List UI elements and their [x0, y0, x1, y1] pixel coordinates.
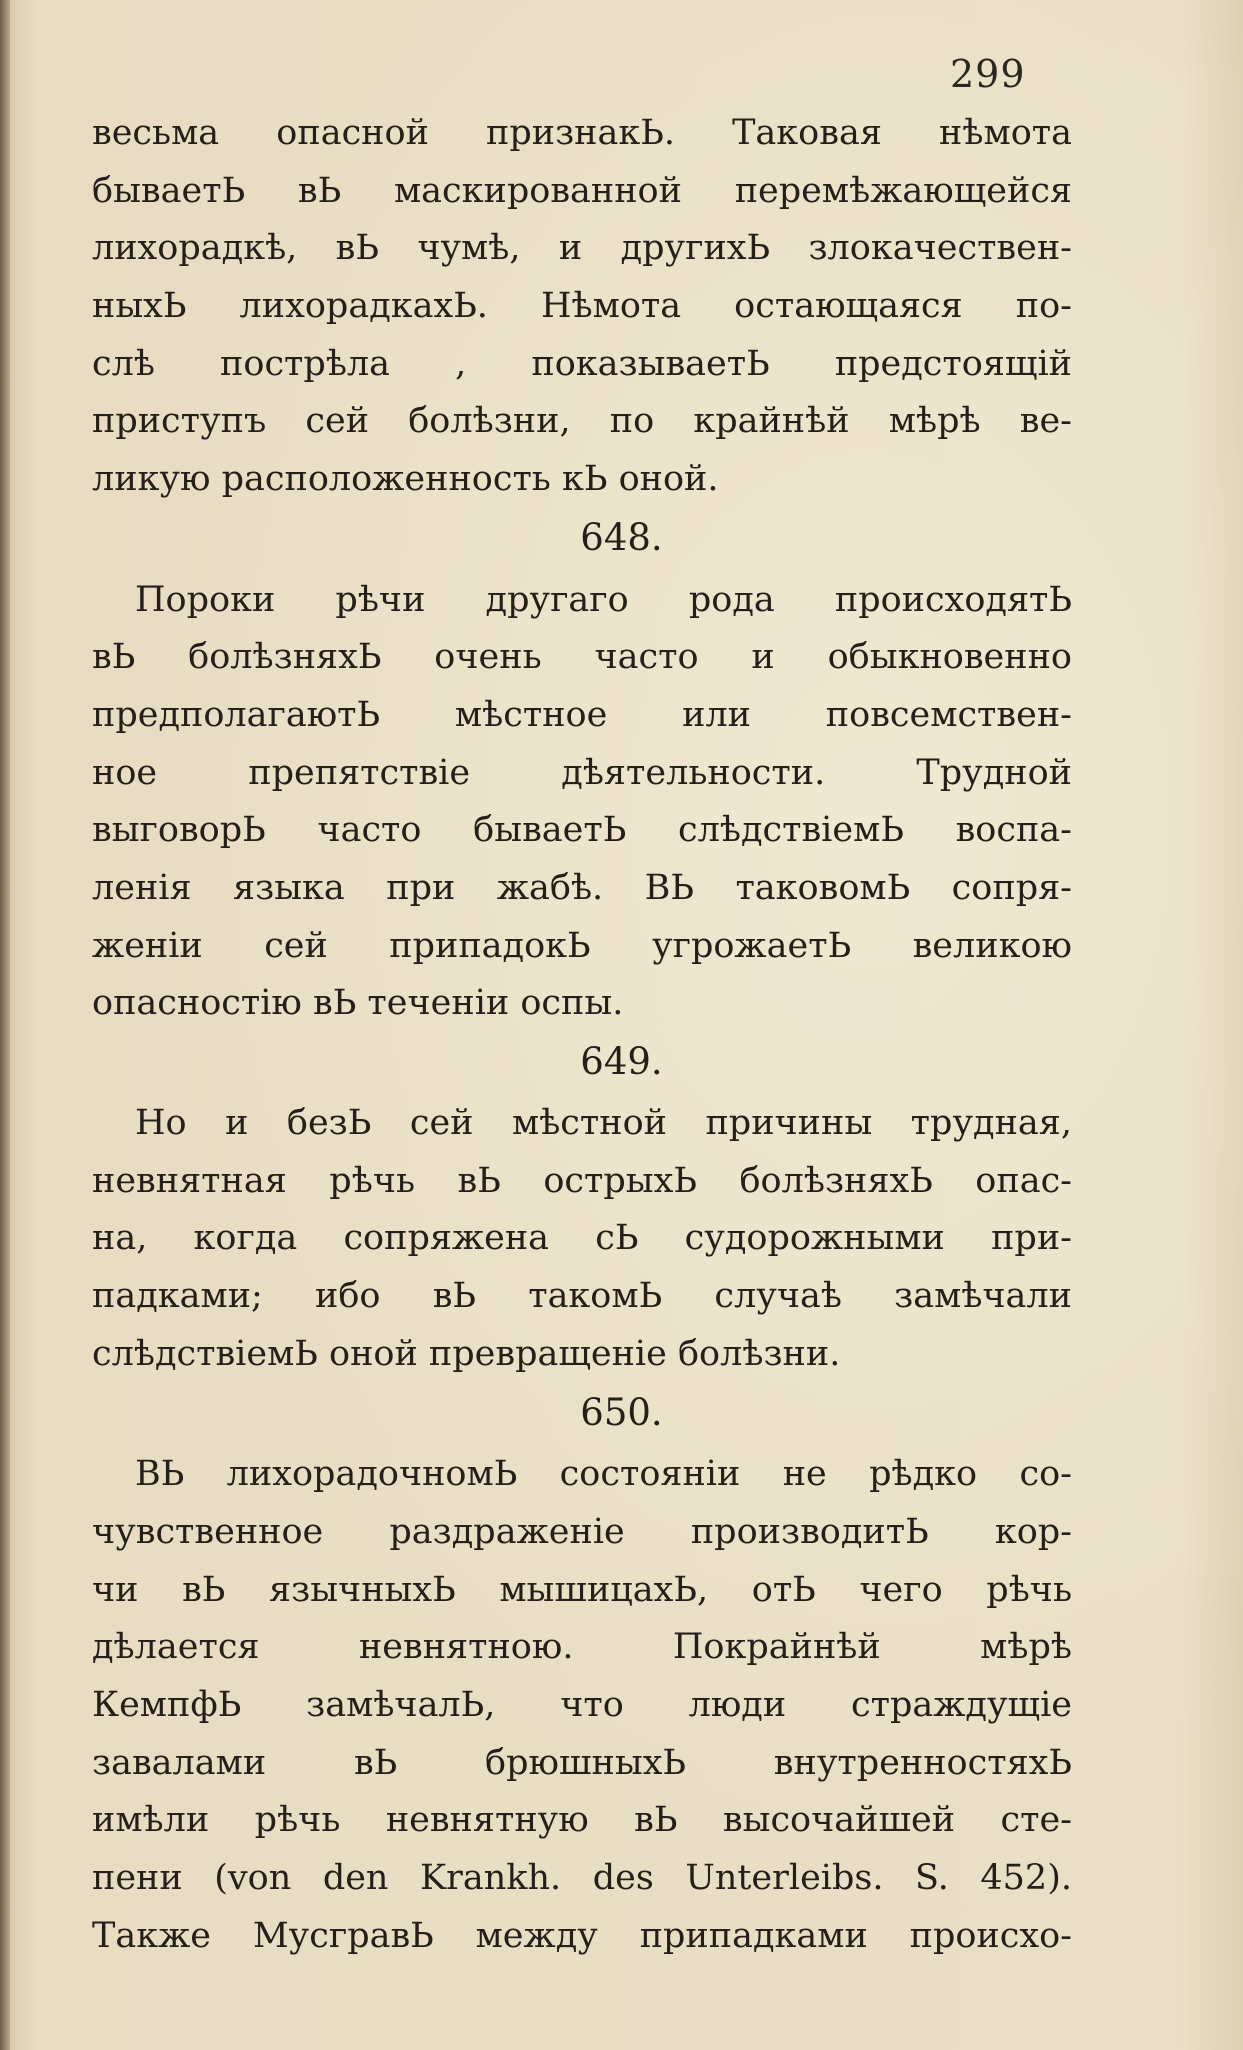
text-line: невнятная рѣчь вЬ острыхЬ болѣзняхЬ опас-	[92, 1161, 1072, 1201]
page-number: 299	[950, 52, 1026, 96]
text-line: опасностію вЬ теченіи оспы.	[92, 983, 624, 1023]
text-line: лихорадкѣ, вЬ чумѣ, и другихЬ злокачествен-	[92, 228, 1072, 268]
section-number: 649.	[580, 1040, 663, 1083]
text-line: выговорЬ часто бываетЬ слѣдствіемЬ воспа-	[92, 810, 1072, 850]
text-line: бываетЬ вЬ маскированной перемѣжающейся	[92, 171, 1072, 211]
text-line: слѣдствіемЬ оной превращеніе болѣзни.	[92, 1334, 841, 1374]
text-line: вЬ болѣзняхЬ очень часто и обыкновенно	[92, 637, 1072, 677]
text-line: слѣ пострѣла , показываетЬ предстоящій	[92, 344, 1072, 384]
text-line: ликую расположенность кЬ оной.	[92, 459, 719, 499]
text-line: пени (von den Krankh. des Unterleibs. S. 452).	[92, 1858, 1072, 1898]
text-line: имѣли рѣчь невнятную вЬ высочайшей сте-	[92, 1800, 1072, 1840]
section-number: 650.	[580, 1391, 663, 1434]
text-line: приступъ сей болѣзни, по крайнѣй мѣрѣ ве-	[92, 401, 1072, 441]
text-line: завалами вЬ брюшныхЬ внутренностяхЬ	[92, 1743, 1072, 1783]
text-line: весьма опасной признакЬ. Таковая нѣмота	[92, 113, 1072, 153]
text-line: падками; ибо вЬ такомЬ случаѣ замѣчали	[92, 1276, 1072, 1316]
text-line: Но и безЬ сей мѣстной причины трудная,	[135, 1103, 1072, 1143]
page-spine-edge	[0, 0, 10, 2050]
text-line: предполагаютЬ мѣстное или повсемствен-	[92, 695, 1072, 735]
text-line: ныхЬ лихорадкахЬ. Нѣмота остающаяся по-	[92, 286, 1072, 326]
text-line: Также МусгравЬ между припадками происхо-	[92, 1916, 1072, 1956]
text-line: ВЬ лихорадочномЬ состояніи не рѣдко со-	[135, 1454, 1072, 1494]
text-line: чи вЬ язычныхЬ мышицахЬ, отЬ чего рѣчь	[92, 1570, 1072, 1610]
text-line: КемпфЬ замѣчалЬ, что люди страждущіе	[92, 1685, 1072, 1725]
text-line: Пороки рѣчи другаго рода происходятЬ	[135, 580, 1072, 620]
text-line: ленія языка при жабѣ. ВЬ таковомЬ сопря-	[92, 868, 1072, 908]
text-line: дѣлается невнятною. Покрайнѣй мѣрѣ	[92, 1627, 1072, 1667]
text-line: ное препятствіе дѣятельности. Трудной	[92, 753, 1072, 793]
text-line: женіи сей припадокЬ угрожаетЬ великою	[92, 926, 1072, 966]
text-line: чувственное раздраженіе производитЬ кор-	[92, 1512, 1072, 1552]
text-line: на, когда сопряжена сЬ судорожными при-	[92, 1218, 1072, 1258]
section-number: 648.	[580, 516, 663, 559]
